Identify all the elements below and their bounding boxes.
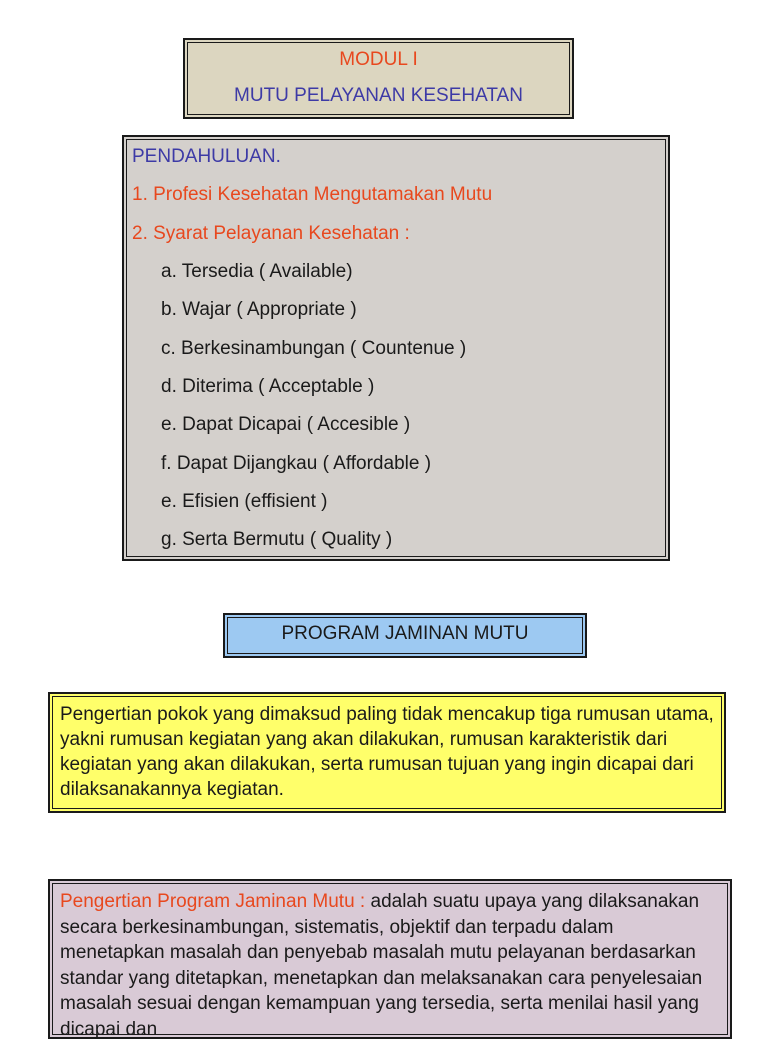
requirement-item: b. Wajar ( Appropriate ) (161, 299, 357, 320)
program-definition-box (48, 879, 732, 1039)
program-banner (223, 613, 587, 658)
intro-point-1: 1. Profesi Kesehatan Mengutamakan Mutu (132, 184, 493, 205)
requirement-item: e. Dapat Dicapai ( Accesible ) (161, 414, 411, 435)
requirement-item: g. Serta Bermutu ( Quality ) (161, 529, 393, 550)
program-definition-term: Pengertian Program Jaminan Mutu : (60, 891, 366, 912)
intro-box (122, 135, 670, 561)
program-definition-body: adalah suatu upaya yang dilaksanakan secara berkesinambungan, sistematis, objektif dan terpadu dalam menetapkan masalah dan penyebab masalah mutu pelayanan berdasarkan standar yang ditetapkan, menetapkan dan melaksanakan cara penyelesaian masalah sesuai dengan kemampuan yang tersedia, serta menilai hasil yang dicapai dan (60, 891, 703, 1040)
requirement-item: e. Efisien (effisient ) (161, 491, 328, 512)
program-definition-paragraph (60, 889, 722, 1042)
definition-box (48, 692, 726, 813)
intro-heading: PENDAHULUAN. (132, 146, 281, 167)
requirement-item: f. Dapat Dijangkau ( Affordable ) (161, 453, 432, 474)
module-label: MODUL I (339, 49, 418, 70)
definition-text: Pengertian pokok yang dimaksud paling tidak mencakup tiga rumusan utama, yakni rumusan kegiatan yang akan dilakukan, rumusan karakteristik dari kegiatan yang akan dilakukan, serta rumusan tujuan yang ingin dicapai dari dilaksanakannya kegiatan. (60, 704, 714, 800)
requirement-item: d. Diterima ( Acceptable ) (161, 376, 375, 397)
intro-point-2: 2. Syarat Pelayanan Kesehatan : (132, 223, 410, 244)
requirement-item: c. Berkesinambungan ( Countenue ) (161, 338, 467, 359)
requirement-item: a. Tersedia ( Available) (161, 261, 353, 282)
program-title: PROGRAM JAMINAN MUTU (281, 623, 529, 644)
module-title: MUTU PELAYANAN KESEHATAN (234, 85, 523, 106)
module-title-box (183, 38, 574, 119)
